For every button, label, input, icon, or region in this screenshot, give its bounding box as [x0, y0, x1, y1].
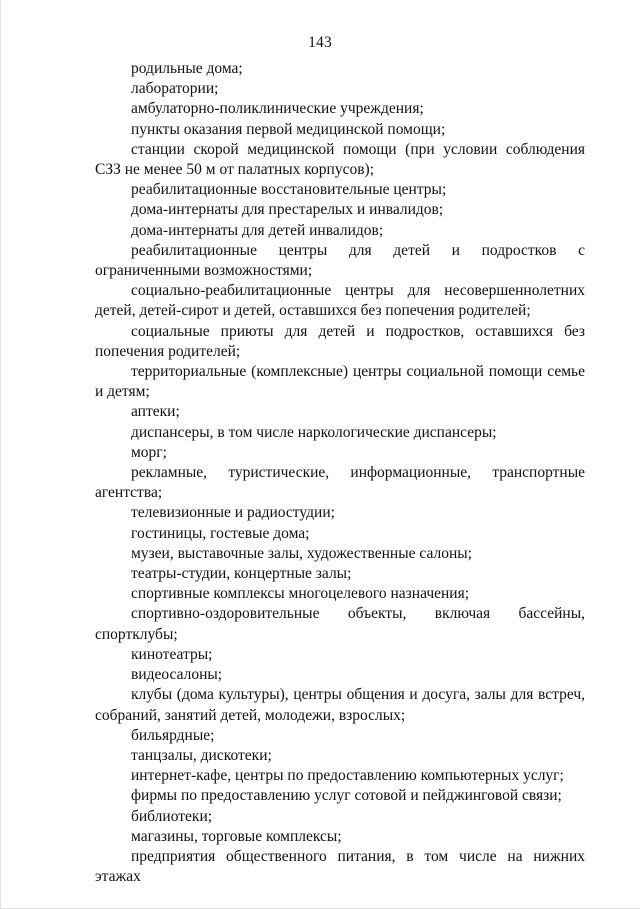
list-item: кинотеатры;: [131, 645, 213, 663]
list-item: рекламные, туристические, информационные, транспортные агентства;: [95, 464, 585, 502]
list-item: социальные приюты для детей и подростков, оставшихся без попечения родителей;: [95, 322, 585, 360]
list-item: телевизионные и радиостудии;: [131, 504, 335, 522]
list-item: спортивные комплексы многоцелевого назначения;: [131, 585, 470, 603]
list-item: клубы (дома культуры), центры общения и досуга, залы для встреч, собраний, занятий детей, молодежи, взрослых;: [95, 686, 585, 724]
list-item: социально-реабилитационные центры для несовершеннолетних детей, детей-сирот и детей, оставшихся без попечения родителей;: [95, 282, 585, 320]
list-item: лаборатории;: [131, 80, 219, 98]
list-item: аптеки;: [131, 403, 180, 421]
list-item: пункты оказания первой медицинской помощи;: [131, 120, 446, 138]
document-body: [95, 59, 585, 887]
list-item: станции скорой медицинской помощи (при условии соблюдения СЗЗ не менее 50 м от палатных корпусов);: [95, 140, 585, 179]
list-item: территориальные (комплексные) центры социальной помощи семье и детям;: [95, 363, 585, 401]
list-item: дома-интернаты для престарелых и инвалидов;: [131, 201, 444, 219]
list-item: родильные дома;: [131, 60, 243, 77]
list-item: библиотеки;: [131, 807, 213, 825]
list-item: гостиницы, гостевые дома;: [131, 524, 310, 542]
list-item: видеосалоны;: [131, 666, 223, 684]
list-item: морг;: [131, 443, 167, 461]
list-item: музеи, выставочные залы, художественные салоны;: [131, 544, 472, 562]
list-item: амбулаторно-поликлинические учреждения;: [131, 100, 424, 118]
list-item: бильярдные;: [131, 726, 215, 744]
list-item: дома-интернаты для детей инвалидов;: [131, 221, 384, 239]
page-number: 143: [308, 34, 332, 51]
list-item: предприятия общественного питания, в том числе на нижних этажах: [95, 847, 585, 886]
list-item: фирмы по предоставлению услуг сотовой и пейджинговой связи;: [131, 787, 562, 805]
list-item: интернет-кафе, центры по предоставлению компьютерных услуг;: [131, 767, 564, 785]
list-item: театры-студии, концертные залы;: [131, 565, 352, 583]
list-item: магазины, торговые комплексы;: [131, 827, 342, 845]
list-item: танцзалы, дискотеки;: [131, 746, 272, 764]
list-item: спортивно-оздоровительные объекты, включая бассейны, спортклубы;: [95, 605, 585, 643]
list-item: диспансеры, в том числе наркологические диспансеры;: [131, 423, 497, 441]
list-item: реабилитационные центры для детей и подростков с ограниченными возможностями;: [95, 241, 585, 280]
list-item: реабилитационные восстановительные центры;: [131, 181, 447, 199]
